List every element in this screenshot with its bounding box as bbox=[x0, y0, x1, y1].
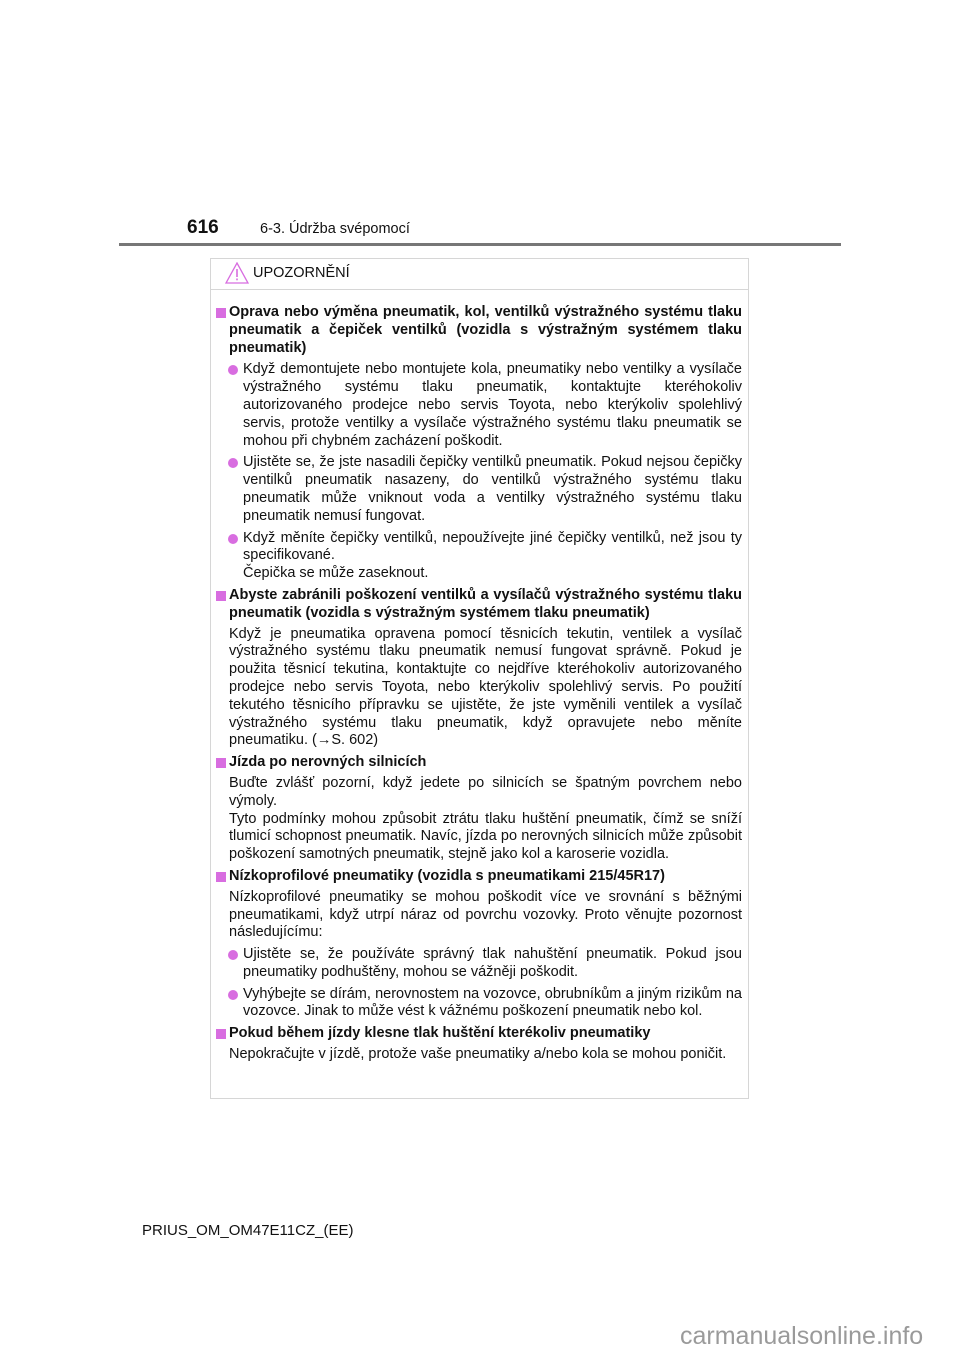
list-item bbox=[229, 946, 742, 982]
warning-triangle-icon bbox=[225, 262, 249, 284]
warning-header bbox=[211, 259, 748, 290]
round-bullet-icon bbox=[228, 990, 238, 1000]
header-divider bbox=[119, 243, 841, 246]
list-item bbox=[229, 454, 742, 525]
document-code: PRIUS_OM_OM47E11CZ_(EE) bbox=[142, 1222, 354, 1239]
list-item bbox=[229, 361, 742, 450]
heading-text: Pokud během jízdy klesne tlak huštění kterékoliv pneumatiky bbox=[229, 1025, 651, 1042]
heading-text: Oprava nebo výměna pneumatik, kol, ventilků výstražného systému tlaku pneumatik a čepiček ventilků (vozidla s výstražným systémem tlaku pneumatik) bbox=[229, 304, 742, 356]
square-bullet-icon bbox=[216, 758, 226, 768]
heading-text: Nízkoprofilové pneumatiky (vozidla s pneumatikami 215/45R17) bbox=[229, 867, 665, 884]
paragraph: Nízkoprofilové pneumatiky se mohou poškodit více ve srovnání s běžnými pneumatikami, když utrpí náraz od povrchu vozovky. Proto věnujte pozornost následujícímu: bbox=[229, 888, 742, 941]
warning-box bbox=[210, 258, 749, 1099]
square-bullet-icon bbox=[216, 1029, 226, 1039]
list-item-text: Ujistěte se, že používáte správný tlak nahuštění pneumatik. Pokud jsou pneumatiky podhuštěny, mohou se vážněji poškodit. bbox=[243, 946, 742, 980]
warning-content bbox=[211, 290, 748, 1064]
block-heading bbox=[229, 868, 742, 886]
paragraph: Nepokračujte v jízdě, protože vaše pneumatiky a/nebo kola se mohou poničit. bbox=[229, 1046, 727, 1063]
section-title: 6-3. Údržba svépomocí bbox=[260, 221, 410, 237]
block-heading bbox=[229, 304, 742, 357]
warning-label: UPOZORNĚNÍ bbox=[253, 265, 350, 281]
block-heading bbox=[229, 587, 742, 623]
round-bullet-icon bbox=[228, 534, 238, 544]
square-bullet-icon bbox=[216, 591, 226, 601]
square-bullet-icon bbox=[216, 872, 226, 882]
paragraph: Když je pneumatika opravena pomocí těsnicích tekutin, ventilek a vysílač výstražného systému tlaku pneumatik nemusí fungovat správně. Pokud je použita těsnicí tekutina, kontaktujte co nejdříve kteréhokoliv autorizovaného prodejce nebo servis Toyota, nebo kterýkoliv spolehlivý servis. Po použití tekutého těsnicího přípravku se ujistěte, že jste vyměnili ventilek a vysílač výstražného systému tlaku pneumatik, když opravujete nebo měníte pneumatiku. (→S. 602) bbox=[229, 625, 742, 749]
heading-text: Abyste zabránili poškození ventilků a vysílačů výstražného systému tlaku pneumatik (vozidla s výstražným systémem tlaku pneumatik) bbox=[229, 586, 742, 621]
square-bullet-icon bbox=[216, 308, 226, 318]
round-bullet-icon bbox=[228, 365, 238, 375]
list-item bbox=[229, 986, 742, 1022]
page-number: 616 bbox=[187, 217, 219, 238]
list-item-text: Vyhýbejte se dírám, nerovnostem na vozovce, obrubníkům a jiným rizikům na vozovce. Jinak to může vést k vážnému poškození pneumatik nebo kol. bbox=[243, 985, 742, 1020]
list-item-text: Ujistěte se, že jste nasadili čepičky ventilků pneumatik. Pokud nejsou čepičky ventilků pneumatik nasazeny, do ventilků výstražného systému tlaku pneumatik může vniknout voda a ventilky výstražného systému tlaku pneumatik nemusí fungovat. bbox=[243, 454, 742, 524]
paragraph: Buďte zvlášť pozorní, když jedete po silnicích se špatným povrchem nebo výmoly. Tyto podmínky mohou způsobit ztrátu tlaku huštění pneumatik, čímž se sníží tlumicí schopnost pneumatik. Navíc, jízda po nerovných silnicích může způsobit poškození samotných pneumatik, stejně jako kol a karoserie vozidla. bbox=[229, 774, 742, 863]
watermark: carmanualsonline.info bbox=[680, 1322, 924, 1350]
round-bullet-icon bbox=[228, 950, 238, 960]
block-heading bbox=[229, 754, 742, 772]
round-bullet-icon bbox=[228, 458, 238, 468]
block-heading bbox=[229, 1025, 742, 1043]
list-item bbox=[229, 530, 742, 583]
list-item-text: Když měníte čepičky ventilků, nepoužívejte jiné čepičky ventilků, než jsou ty specifikované. Čepička se může zaseknout. bbox=[243, 529, 742, 582]
list-item-text: Když demontujete nebo montujete kola, pneumatiky nebo ventilky a vysílače výstražného systému tlaku pneumatik, kontaktujte kteréhokoliv autorizovaného prodejce nebo servis Toyota, nebo kterýkoliv spolehlivý servis, protože ventilky a vysílače výstražného systému tlaku pneumatik se mohou při chybném zacházení poškodit. bbox=[243, 361, 742, 449]
heading-text: Jízda po nerovných silnicích bbox=[229, 754, 427, 771]
